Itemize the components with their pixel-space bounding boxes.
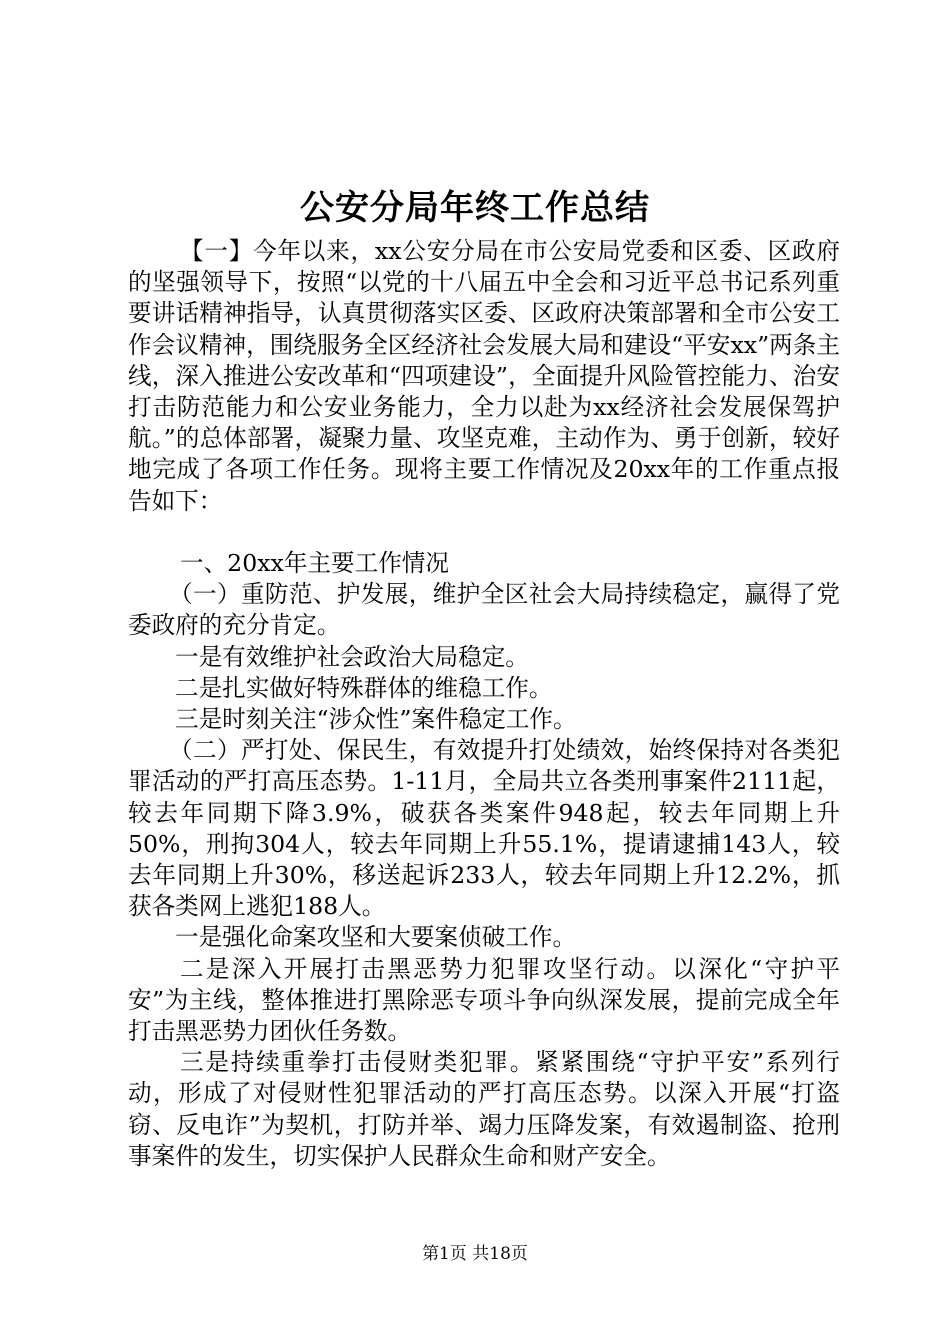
section-heading: 一、20xx年主要工作情况	[180, 549, 449, 578]
list-item: 二是扎实做好特殊群体的维稳工作。	[175, 673, 553, 702]
list-item: 三是时刻关注“涉众性”案件稳定工作。	[175, 705, 577, 734]
paragraph-spacer	[128, 517, 840, 548]
document-body	[128, 236, 840, 1172]
page-number: 第1页 共18页	[422, 1244, 528, 1264]
list-item: 一是强化命案攻坚和大要案侦破工作。	[175, 923, 577, 952]
document-title: 公安分局年终工作总结	[300, 188, 650, 228]
list-item: 三是持续重拳打击侵财类犯罪。紧紧围绕“守护平安”系列行动，形成了对侵财性犯罪活动的严打高压态势。以深入开展“打盗窃、反电诈”为契机，打防并举、竭力压降发案，有效遏制盗、抢刑事案件的发生，切实保护人民群众生命和财产安全。	[128, 1048, 840, 1170]
subsection-heading-2: （二）严打处、保民生，有效提升打处绩效，始终保持对各类犯罪活动的严打高压态势。1-11月，全局共立各类刑事案件2111起，较去年同期下降3.9%，破获各类案件948起，较去年同期上升50%，刑拘304人，较去年同期上升55.1%，提请逮捕143人，较去年同期上升30%，移送起诉233人，较去年同期上升12.2%，抓获各类网上逃犯188人。	[128, 736, 840, 921]
list-item: 一是有效维护社会政治大局稳定。	[175, 642, 529, 671]
list-item: 二是深入开展打击黑恶势力犯罪攻坚行动。以深化“守护平安”为主线，整体推进打黑除恶专项斗争向纵深发展，提前完成全年打击黑恶势力团伙任务数。	[128, 954, 840, 1046]
intro-paragraph: 【一】今年以来，xx公安分局在市公安局党委和区委、区政府的坚强领导下，按照“以党的十八届五中全会和习近平总书记系列重要讲话精神指导，认真贯彻落实区委、区政府决策部署和全市公安工作会议精神，围绕服务全区经济社会发展大局和建设“平安xx”两条主线，深入推进公安改革和“四项建设”，全面提升风险管控能力、治安打击防范能力和公安业务能力，全力以赴为xx经济社会发展保驾护航。”的总体部署，凝聚力量、攻坚克难，主动作为、勇于创新，较好地完成了各项工作任务。现将主要工作情况及20xx年的工作重点报告如下：	[128, 237, 840, 515]
subsection-heading-1: （一）重防范、护发展，维护全区社会大局持续稳定，赢得了党委政府的充分肯定。	[128, 580, 840, 640]
